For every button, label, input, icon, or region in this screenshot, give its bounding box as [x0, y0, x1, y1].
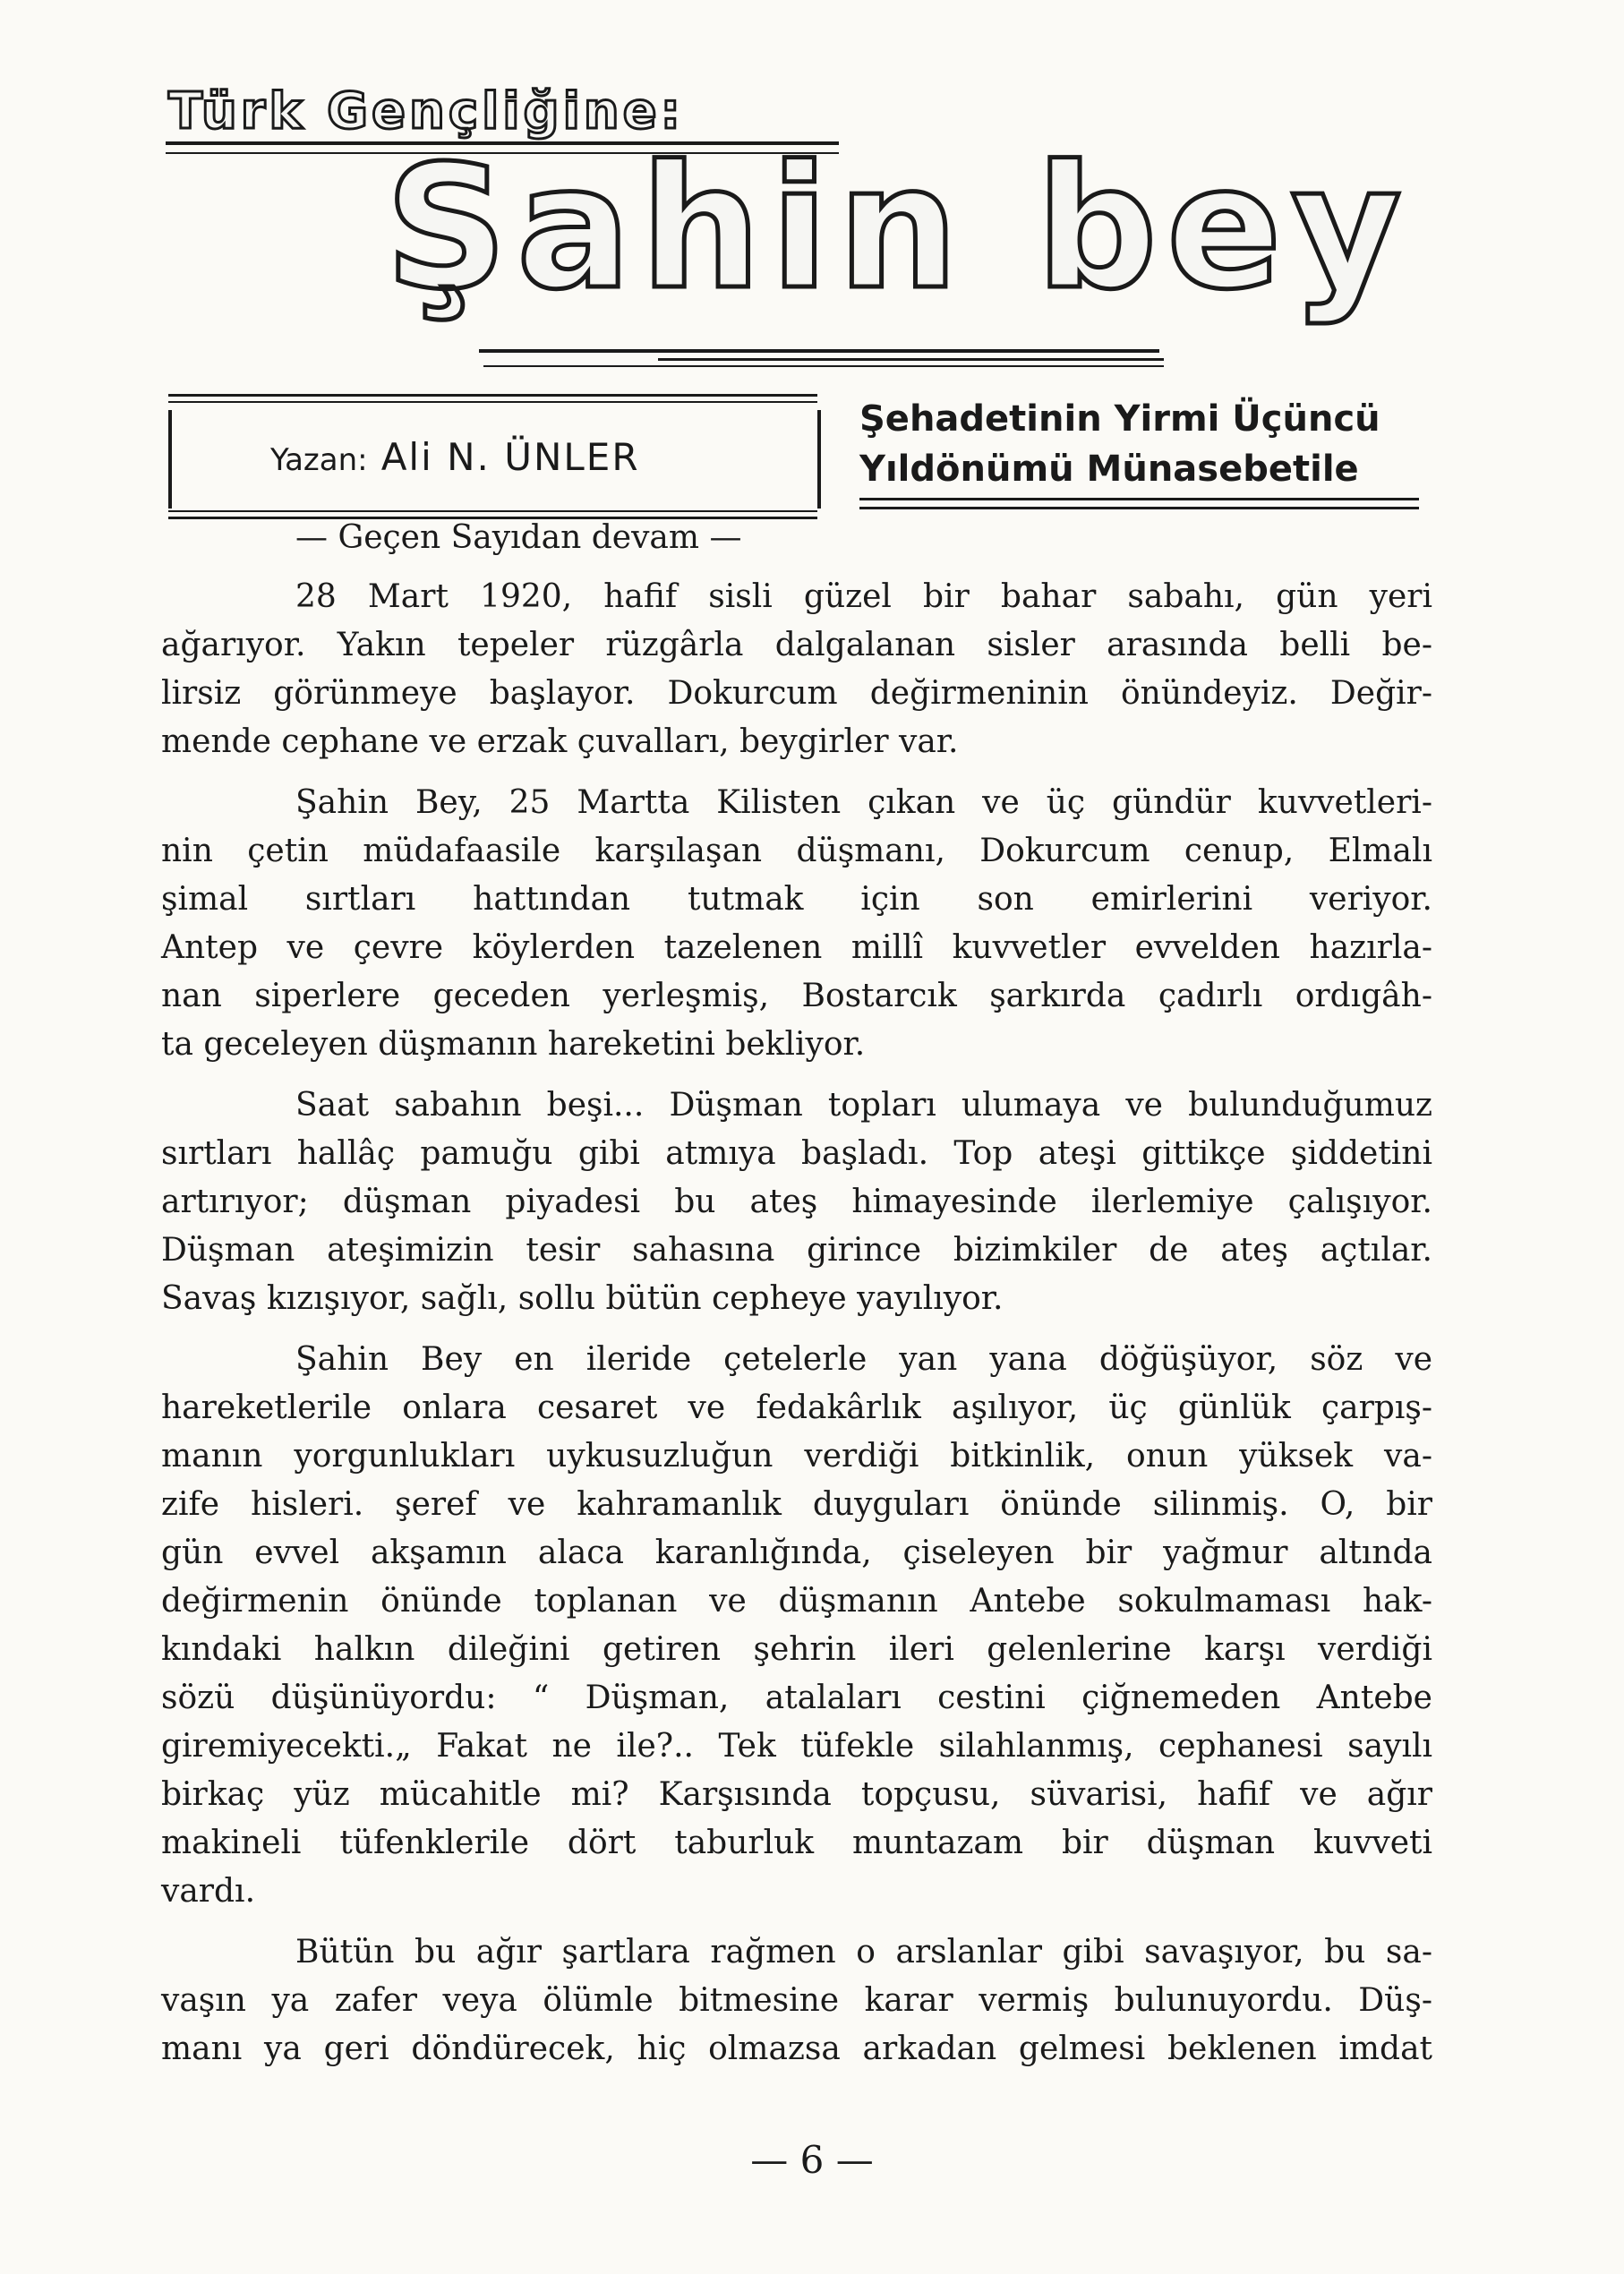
occasion-rule [859, 498, 1419, 500]
byline-rule [168, 510, 817, 512]
author-name: Ali N. ÜNLER [380, 435, 640, 479]
headline-divider [479, 349, 1159, 353]
paragraph [161, 573, 1432, 766]
text-line: sözü düşünüyordu: “ Düşman, atalaları cestini çiğnemeden Antebe [161, 1680, 1432, 1716]
text-line: hareketlerile onlara cesaret ve fedakârlık aşılıyor, üç günlük çarpış- [161, 1389, 1432, 1426]
text-line: vaşın ya zafer veya ölümle bitmesine karar vermiş bulunuyordu. Düş- [161, 1982, 1432, 2019]
article-body [161, 573, 1432, 2086]
headline-title: Şahin bey [385, 129, 1411, 327]
text-line: manı ya geri döndürecek, hiç olmazsa arkadan gelmesi beklenen imdat [161, 2030, 1432, 2067]
text-line: Düşman ateşimizin tesir sahasına girince bizimkiler de ateş açtılar. [161, 1232, 1432, 1269]
text-line: Şahin Bey en ileride çetelerle yan yana döğüşüyor, söz ve [295, 1341, 1432, 1378]
text-line: Savaş kızışıyor, sağlı, sollu bütün cepheye yayılıyor. [161, 1280, 1004, 1317]
text-line: nin çetin müdafaasile karşılaşan düşmanı, Dokurcum cenup, Elmalı [161, 833, 1432, 869]
paragraph [161, 1336, 1432, 1916]
byline-rule [168, 401, 817, 403]
text-line: Bütün bu ağır şartlara rağmen o arslanlar gibi savaşıyor, bu sa- [295, 1934, 1432, 1971]
text-line: makineli tüfenklerile dört taburluk muntazam bir düşman kuvveti [161, 1825, 1432, 1861]
occasion-rule [859, 507, 1419, 509]
text-line: şimal sırtları hattından tutmak için son emirlerini veriyor. [161, 881, 1432, 918]
text-line: kındaki halkın dileğini getiren şehrin ileri gelenlerine karşı verdiği [161, 1631, 1432, 1668]
text-line: sırtları hallâç pamuğu gibi atmıya başladı. Top ateşi gittikçe şiddetini [161, 1135, 1432, 1172]
text-line: giremiyecekti.„ Fakat ne ile?.. Tek tüfekle silahlanmış, cephanesi sayılı [161, 1728, 1432, 1765]
text-line: zife hisleri. şeref ve kahramanlık duyguları önünde silinmiş. O, bir [161, 1486, 1432, 1523]
text-line: Saat sabahın beşi... Düşman topları ulumaya ve bulunduğumuz [295, 1087, 1432, 1124]
text-line: birkaç yüz mücahitle mi? Karşısında topçusu, süvarisi, hafif ve ağır [161, 1776, 1432, 1813]
text-line: değirmenin önünde toplanan ve düşmanın Antebe sokulmaması hak- [161, 1583, 1432, 1620]
byline [270, 435, 640, 479]
headline-divider [483, 365, 1164, 367]
page-number: — 6 — [750, 2138, 874, 2182]
text-line: vardı. [161, 1873, 256, 1910]
occasion-heading [859, 394, 1380, 494]
text-line: 28 Mart 1920, hafif sisli güzel bir bahar sabahı, gün yeri [295, 578, 1432, 615]
text-line: Şahin Bey, 25 Martta Kilisten çıkan ve üç gündür kuvvetleri- [295, 784, 1432, 821]
text-line: nan siperlere geceden yerleşmiş, Bostarcık şarkırda çadırlı ordıgâh- [161, 978, 1432, 1014]
paragraph [161, 779, 1432, 1069]
text-line: mende cephane ve erzak çuvalları, beygirler var. [161, 723, 959, 760]
headline-divider [658, 358, 1164, 361]
continued-note: — Geçen Sayıdan devam — [295, 519, 742, 556]
byline-rule [168, 394, 817, 397]
text-line: ağarıyor. Yakın tepeler rüzgârla dalgalanan sisler arasında belli be- [161, 627, 1432, 663]
text-line: lirsiz görünmeye başlayor. Dokurcum değirmeninin önündeyiz. Değir- [161, 675, 1432, 712]
text-line: gün evvel akşamın alaca karanlığında, çiseleyen bir yağmur altında [161, 1535, 1432, 1571]
paragraph [161, 1081, 1432, 1323]
byline-prefix: Yazan: [270, 442, 368, 478]
text-line: Antep ve çevre köylerden tazelenen millî kuvvetler evvelden hazırla- [161, 929, 1432, 966]
paragraph [161, 1928, 1432, 2073]
occasion-line: Yıldönümü Münasebetile [859, 449, 1359, 490]
text-line: ta geceleyen düşmanın hareketini bekliyor. [161, 1026, 866, 1063]
text-line: artırıyor; düşman piyadesi bu ateş himayesinde ilerlemiye çalışıyor. [161, 1184, 1432, 1220]
occasion-line: Şehadetinin Yirmi Üçüncü [859, 398, 1380, 440]
text-line: manın yorgunlukları uykusuzluğun verdiği bitkinlik, onun yüksek va- [161, 1438, 1432, 1475]
kicker-heading: Türk Gençliğine: [168, 82, 685, 141]
